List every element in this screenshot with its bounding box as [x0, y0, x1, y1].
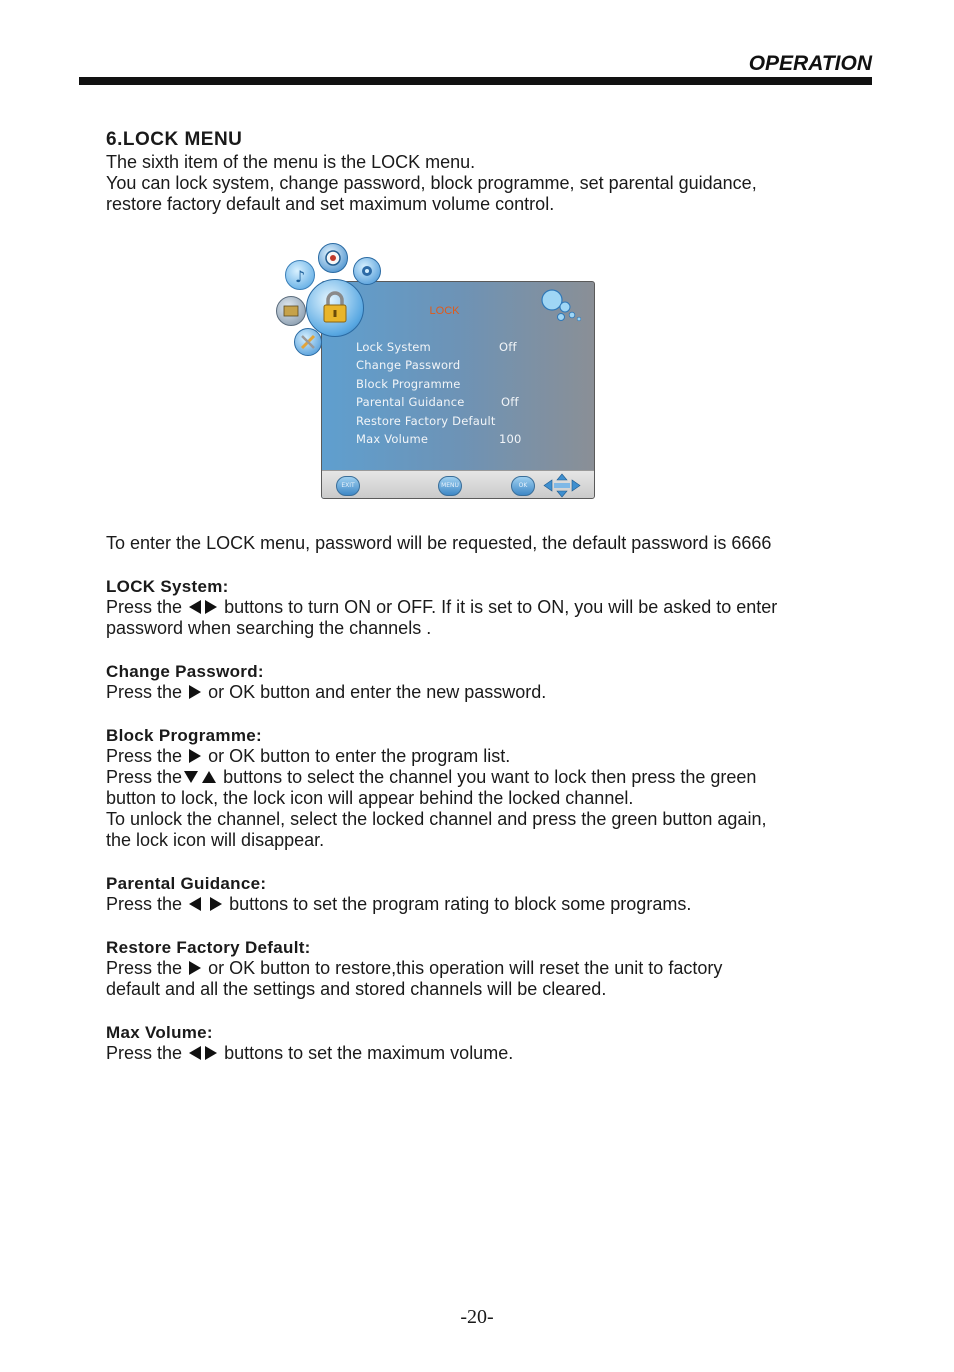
osd-row-lock-system[interactable] [356, 340, 556, 358]
osd-row-label: Restore Factory Default [356, 413, 496, 428]
lock-menu-screenshot [275, 240, 595, 502]
change-password-text: Press the or OK button and enter the new password. [106, 682, 547, 702]
page-number: -20- [460, 1306, 494, 1328]
up-arrow-icon [202, 771, 216, 783]
lock-system-heading: LOCK System: [106, 577, 229, 596]
right-arrow-icon [205, 1046, 217, 1060]
svg-text:♪: ♪ [295, 267, 306, 286]
intro-line: The sixth item of the menu is the LOCK menu. [106, 152, 476, 172]
lock-system-text: Press the buttons to turn ON or OFF. If it is set to ON, you will be asked to enter [106, 597, 778, 617]
osd-row-value: 100 [499, 431, 522, 446]
parental-guidance-text: Press the buttons to set the program rating to block some programs. [106, 894, 692, 914]
header-rule [79, 77, 872, 85]
section-title: 6.LOCK MENU [106, 129, 243, 150]
osd-row-parental-guidance[interactable] [356, 395, 556, 413]
right-arrow-icon [210, 897, 222, 911]
osd-row-label: Lock System [356, 340, 431, 354]
lock-system-text: password when searching the channels . [106, 618, 432, 638]
osd-row-label: Parental Guidance [356, 395, 465, 410]
block-programme-text: button to lock, the lock icon will appear behind the locked channel. [106, 788, 634, 808]
page-header-title: OPERATION [748, 52, 872, 75]
restore-factory-text: Press the or OK button to restore,this operation will reset the unit to factory [106, 958, 723, 978]
left-arrow-icon [189, 1046, 201, 1060]
block-programme-text: Press the or OK button to enter the program list. [106, 746, 511, 766]
right-arrow-icon [189, 685, 201, 699]
osd-row-value: Off [499, 340, 517, 354]
display-icon [276, 296, 306, 326]
left-arrow-icon [189, 600, 201, 614]
osd-row-change-password[interactable] [356, 358, 556, 376]
max-volume-heading: Max Volume: [106, 1023, 213, 1042]
block-programme-text: Press the buttons to select the channel you want to lock then press the green [106, 767, 757, 787]
osd-row-restore-factory-default[interactable] [356, 414, 556, 432]
exit-button[interactable]: EXIT [336, 476, 360, 496]
right-arrow-icon [189, 961, 201, 975]
osd-row-block-programme[interactable] [356, 377, 556, 395]
ok-button[interactable]: OK [511, 476, 535, 496]
left-arrow-icon [189, 897, 201, 911]
change-password-heading: Change Password: [106, 662, 264, 681]
right-arrow-icon [205, 600, 217, 614]
menu-button[interactable]: MENU [438, 476, 462, 496]
block-programme-text: To unlock the channel, select the locked channel and press the green button again, [106, 809, 767, 829]
max-volume-text: Press the buttons to set the maximum volume. [106, 1043, 514, 1063]
osd-footer [322, 470, 594, 499]
restore-factory-heading: Restore Factory Default: [106, 938, 311, 957]
osd-row-label: Block Programme [356, 376, 461, 391]
osd-row-label: Max Volume [356, 431, 429, 446]
parental-guidance-heading: Parental Guidance: [106, 874, 267, 893]
osd-row-max-volume[interactable] [356, 432, 556, 450]
password-note: To enter the LOCK menu, password will be requested, the default password is 6666 [106, 533, 772, 553]
intro-line: restore factory default and set maximum volume control. [106, 194, 555, 214]
block-programme-heading: Block Programme: [106, 726, 262, 745]
tools-icon [294, 328, 322, 356]
osd-menu-list [356, 340, 556, 450]
globe-icon [318, 243, 348, 273]
navigation-arrows-icon [542, 473, 582, 498]
down-arrow-icon [184, 771, 198, 783]
intro-line: You can lock system, change password, block programme, set parental guidance, [106, 173, 757, 193]
right-arrow-icon [189, 749, 201, 763]
block-programme-text: the lock icon will disappear. [106, 830, 325, 850]
osd-row-value: Off [501, 395, 519, 410]
osd-title: LOCK [429, 305, 460, 317]
restore-factory-text: default and all the settings and stored channels will be cleared. [106, 979, 607, 999]
osd-row-label: Change Password [356, 358, 461, 373]
bubbles-icon [540, 288, 588, 324]
